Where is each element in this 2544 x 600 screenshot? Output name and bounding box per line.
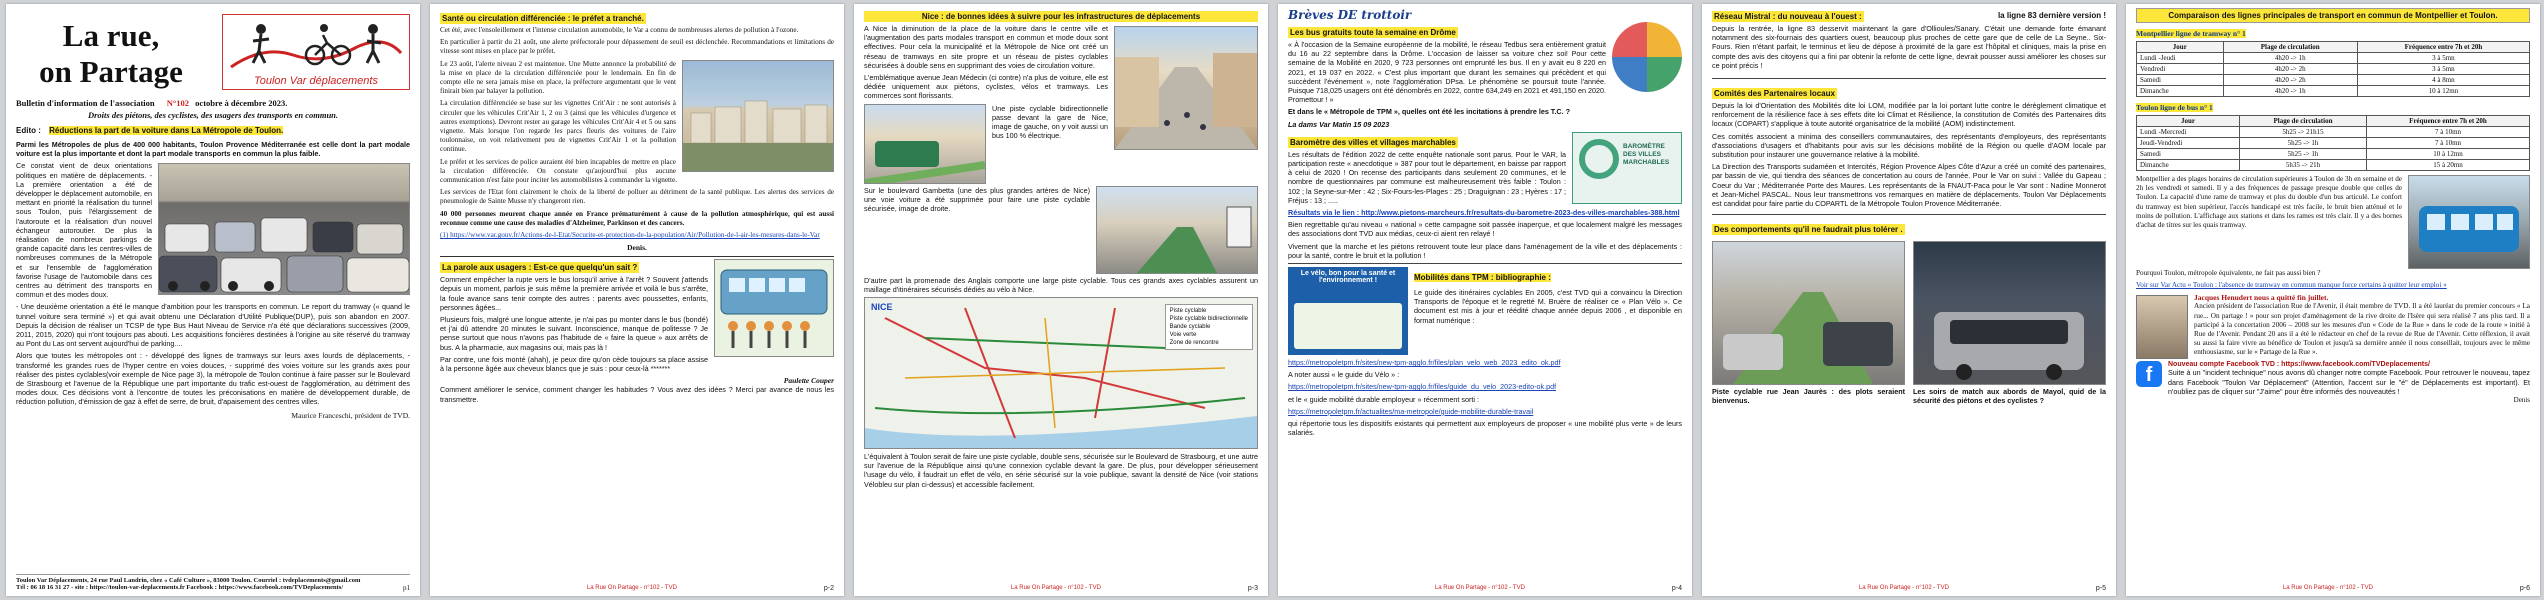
pollution-paragraph-7: 40 000 personnes meurent chaque année en France prématurément à cause de la pollution atmosphérique, qui est aussi reconnue comme une cause des maladies d'Alzheimer, Parkinson et des cancers. <box>440 209 834 227</box>
montpellier-table-title: Montpellier ligne de tramway n° 1 <box>2136 29 2246 38</box>
issue-line <box>16 98 410 108</box>
cell: 5h35 -> 21h <box>2239 160 2366 171</box>
newsletter-title-line2: on Partage <box>39 54 183 89</box>
cell: Lundi -Jeudi <box>2137 53 2224 64</box>
toulon-table-title: Toulon ligne de bus n° 1 <box>2136 103 2213 112</box>
page-number: p-4 <box>1671 585 1682 592</box>
cell: 3 à 5mn <box>2357 53 2529 64</box>
nice-paragraph-1: A Nice la diminution de la place de la voiture dans le centre ville et l'augmentation des parts modales transport en commun et mode doux sont effectives. Pour cela la municipalité et la Métropole de Nice ont créé un réseau de tramways en site propre et un réseau de pistes cyclables sécurisées à double sens en supprimant des voies de circulation voiture. <box>864 24 1108 70</box>
cell: 5h25 -> 1h <box>2239 149 2366 160</box>
cell: 3 à 5mn <box>2357 64 2529 75</box>
prefecture-link[interactable]: (1) https://www.var.gouv.fr/Actions-de-l-Etat/Securite-et-protection-de-la-population/Air/Pollution-de-l-air-les-mesures-dans-le-Var <box>440 231 820 240</box>
nice-station-bike-lane-photo <box>864 104 986 184</box>
obituary-paragraph: Ancien président de l'association Rue de l'Avenir, il était membre de TVD. Il a été lauréat du premier concours « La rue... On partage ! » pour son projet d'aménagement de la rive droite de l'Isère qui sera réalisé 7 ans plus tard. Il a participé à la concertation 2006 – 2008 sur les mesures d'un « Code de la Rue » dans le code de la route » initié à Rue de l'Avenir. Pendant 20 ans il a été le rédacteur en chef de la revue de Rue de l'Avenir. Cette réflexion, il avait su aussi la faire vivre au bénéfice de Toulon et jusqu'à sa dernière année il nous conseillait, toujours avec le même enthousiasme, sur le « Partage de la Rue ». <box>2194 302 2530 357</box>
article-heading-barometre: Baromètre des villes et villages marchables <box>1290 137 1456 147</box>
footer-text: La Rue On Partage - n°102 - TVD <box>586 585 677 591</box>
biblio-paragraph-1: Le guide des itinéraires cyclables En 2005, c'est TVD qui a convaincu la Direction Transports de l'époque et le regretté M. Bruère de réaliser ce « Plan Vélo ». Ce document est mis à jour et réédité chaque année depuis 2006 , et disponible en format numérique : <box>1414 288 1682 325</box>
cell: 5h25 -> 21h15 <box>2239 127 2366 138</box>
montpellier-timetable <box>2136 41 2530 97</box>
map-title: NICE <box>871 302 893 313</box>
page-1 <box>6 4 420 596</box>
logo-drawing <box>223 15 409 75</box>
users-paragraph-3: Par contre, une fois monté (ahah), je peux dire qu'on cède toujours sa place assise à la personne âgée aux cheveux blancs que je suis : pour ceux-là ******* <box>440 354 708 374</box>
cell: 10 à 12mn <box>2357 86 2529 97</box>
cell: Lundi -Mercredi <box>2137 127 2240 138</box>
avenue-jean-medecin-photo <box>1114 26 1258 150</box>
facebook-paragraph: Suite à un "incident technique" nous avons dû changer notre compte Facebook. Pour retrouver le nouveau, tapez dans Facebook "Toulon Var Déplacement" (Attention, l'accent sur le "é" de Déplacements est important). Et n'oubliez pas de cliquer sur "J'aime" pour être informés des nouveautés ! <box>2168 368 2530 396</box>
page-2 <box>430 4 844 596</box>
jacques-portrait <box>2136 295 2188 359</box>
comparison-title: Comparaison des lignes principales de transport en commun de Montpellier et Toulon. <box>2136 8 2530 23</box>
gambetta-bike-lane-photo <box>1096 186 1258 274</box>
cell: 4h20 -> 2h <box>2223 64 2357 75</box>
column-header: Fréquence entre 7h et 20h <box>2357 42 2529 53</box>
biblio-paragraph-3: et le « guide mobilité durable employeur » récemment sorti : <box>1288 394 1479 404</box>
obituary-heading: Jacques Henudert nous a quitté fin juillet. <box>2194 293 2329 303</box>
drome-source: La dams Var Matin 15 09 2023 <box>1288 119 1390 129</box>
barometre-results-link[interactable]: Résultats via le lien : http://www.pietons-marcheurs.fr/resultats-du-barometre-2023-des-villes-marchables-388.html <box>1288 208 1680 218</box>
column-header: Plage de circulation <box>2223 42 2357 53</box>
photo-caption-1: Piste cyclable rue Jean Jaurès : des plots seraient bienvenus. <box>1712 387 1905 406</box>
pollution-paragraph-2: En particulier à partir du 21 août, une alerte préfectorale pour dépassement de seuil est déclenchée. Recommandations et limitations de vitesse sont mises en place par le préfet. <box>440 38 834 56</box>
barometre-logo <box>1572 132 1682 204</box>
cell: 10 à 12mn <box>2367 149 2530 160</box>
drome-question: Et dans le « Métropole de TPM », quelles ont été les incitations à prendre les T.C. ? <box>1288 107 1570 117</box>
table-row <box>2137 86 2530 97</box>
article-subheading-mistral: la ligne 83 dernière version ! <box>1997 11 2106 20</box>
edito-title: Réductions la part de la voiture dans La Métropole de Toulon. <box>49 126 284 135</box>
cell: Vendredi <box>2137 64 2224 75</box>
edito-heading <box>16 126 410 135</box>
users-paragraph-1: Comment empêcher la rupte vers le bus lorsqu'il arrive à l'arrêt ? Souvent j'attends depuis un moment, parfois je suis même la première arrivée et voilà le bus s'arrête, la foule avance sans tenir compte des autres : parents avec poussettes, enfants, personnes âgées... <box>440 275 708 312</box>
cell: Dimanche <box>2137 160 2240 171</box>
column-header: Fréquence entre 7h et 20h <box>2367 116 2530 127</box>
table-row <box>2137 127 2530 138</box>
nice-cycle-map <box>864 297 1258 449</box>
comites-paragraph-2: Ces comités associent a minima des conseillers communautaires, des représentants d'employeurs, des représentants d'associations d'usagers et d'habitants pour avis sur les décisions mobilité de la Région ou quelle d'AOM locale par substitution pour instaurer une gouvernance relative à la mobilité. <box>1712 131 2106 160</box>
page-4 <box>1278 4 1692 596</box>
table-row <box>2137 160 2530 171</box>
pollution-paragraph-3: Le 23 août, l'alerte niveau 2 est maintenue. Une Mutte annonce la probabilité de la mise en place de la circulation différenciée pour le lendemain. En fin de compte elle ne sera jamais mise en place, la préfecture argumentant que le vent finirait bien par balayer la pollution. <box>440 59 676 96</box>
page-number: p-3 <box>1247 585 1258 592</box>
article-heading-mistral: Réseau Mistral : du nouveau à l'ouest : <box>1714 12 1862 21</box>
issue-subtitle: Droits des piétons, des cyclistes, des usagers des transports en commun. <box>87 110 339 120</box>
footer-text: La Rue On Partage - n°102 - TVD <box>1010 585 1101 591</box>
legend-item: Bande cyclable <box>1169 324 1211 331</box>
association-logo <box>222 14 410 90</box>
velo-guide-title: Le vélo, bon pour la santé et l'environnement ! <box>1300 270 1396 285</box>
mistral-paragraph: Depuis la rentrée, la ligne 83 desservit maintenant la gare d'Ollioules/Sanary. C'était une demande forte émanant notamment des six-fournais des quartiers ouest, beaucoup plus proches de cette gare que de celle de La Seyne.. Six-Fours. Rien n'étant parfait, le terminus et lieu de dépose à proximité de la gare est l'hôpital et cliniques, mais la prise en compte des avis des citoyens qui a fini par obtenir la refonte de cette ligne, devrait pousser aussi améliorer les choses sur ce point précis ! <box>1712 24 2106 70</box>
bus-queue-illustration <box>714 259 834 357</box>
cell: Dimanche <box>2137 86 2224 97</box>
drome-paragraph: « À l'occasion de la Semaine européenne de la mobilité, le réseau Tedbus sera entièrement gratuit du 16 au 22 septembre dans la Drôme. L'occasion de laisser sa voiture chez soi! Pour cette semaine de la Mobilité en 2020, 9 723 personnes ont emprunté les bus. Il en y avait eu 8 220 en 2021, et 19 037 en 2022. « C'est plus important que durant les semaines qui précèdent et qui succèdent l'événement », note l'agglomération DPsa. Le phénomène se poursuit toute l'année. Puisque 718,025 usagers ont été dénombrés en 2022, contre 634,249 en 2021 et 491,150 en 2020. Promettour ! » <box>1288 40 1606 105</box>
facebook-heading[interactable]: Nouveau compte Facebook TVD : https://www.facebook.com/TVDeplacements/ <box>2168 361 2430 369</box>
table-row <box>2137 149 2530 160</box>
nice-caption-1: Une piste cyclable bidirectionnelle passe devant la gare de Nice, image de gauche, on y voit aussi un bus 100 % électrique. <box>992 103 1108 141</box>
footer-text: La Rue On Partage - n°102 - TVD <box>2282 585 2373 591</box>
guide-velo-link[interactable]: https://metropoletpm.fr/sites/new-tpm-agglo.fr/files/guide_du_velo_2023-edito-ok.pdf <box>1288 382 1557 392</box>
bulletin-label: Bulletin d'information de l'association <box>16 98 155 108</box>
montpellier-tram-photo <box>2408 175 2530 269</box>
legend-item: Piste cyclable bidirectionnelle <box>1169 316 1248 323</box>
legend-item: Piste cyclable <box>1169 308 1207 315</box>
masthead <box>16 8 410 90</box>
article-heading-pollution: Santé ou circulation différenciée : le préfet a tranché. <box>442 14 644 23</box>
edito-paragraph-3: Alors que toutes les métropoles ont : - développé des lignes de tramways sur leurs axes lourds de déplacements, - transformé les grandes rues de l'hyper centre en voies douces, - supprimé des voies voiture sur les grands axes pour réaliser des pistes cyclables(voir exemple de Nice page 3), la métropole de Toulon continue à faire passer sur le Boulevard de Strasbourg et l'avenue de la République une part importante du trafic est-ouest de l'agglomération, au détriment des modes doux. Ces décisions vont à l'encontre de toutes les préconisations en matière de développement durable, de réduction pollution, d'émission de gaz à effet de serre, de bruit, d'apaisement des centres villes. <box>16 351 410 407</box>
cell: 7 à 10mn <box>2367 138 2530 149</box>
footer-address: Toulon Var Déplacements, 24 rue Paul Landrin, chez « Café Culture », 83000 Toulon. Courriel : tvdeplacements@gmail.com <box>16 577 361 584</box>
users-paragraph-4: Comment améliorer le service, comment changer les habitudes ? Vous avez des idées ? Merci par avance de nous les transmettre. <box>440 385 834 404</box>
barometre-paragraph-3: Vivement que la marche et les piétons retrouvent toute leur place dans l'aménagement de la ville et des déplacements : pour la santé, contre le bruit et la pollution ! <box>1288 241 1682 260</box>
facebook-icon: f <box>2136 361 2162 387</box>
plan-velo-link[interactable]: https://metropoletpm.fr/sites/new-tpm-agglo.fr/files/plan_velo_web_2023_edito_ok.pdf <box>1288 358 1561 368</box>
traffic-jam-photo <box>158 163 410 295</box>
page-number: p-5 <box>2095 585 2106 592</box>
section-header-breves: Brèves DE trottoir <box>1288 8 1412 22</box>
toulon-city-photo <box>682 60 834 172</box>
page-number: p1 <box>403 584 410 592</box>
footer-text: La Rue On Partage - n°102 - TVD <box>1434 585 1525 591</box>
cell: Jeudi-Vendredi <box>2137 138 2240 149</box>
velo-guide-cover <box>1288 267 1408 355</box>
column-header: Plage de circulation <box>2239 116 2366 127</box>
edito-label: Edito : <box>16 126 41 135</box>
nice-caption-2: Sur le boulevard Gambetta (une des plus grandes artères de Nice) une voie voiture a été supprimée pour faire une piste cyclable sécurisée, image de droite. <box>864 185 1090 214</box>
table-row <box>2137 75 2530 86</box>
nice-paragraph-3: D'autre part la promenade des Anglais comporte une large piste cyclable. Tous ces grands axes cyclables assurent un maillage d'itinéraires sécurisés dédiés au vélo à Nice. <box>864 275 1258 294</box>
barometre-paragraph-1: Les résultats de l'édition 2022 de cette enquête nationale sont parus. Pour le VAR, la participation reste « anecdotique » 387 pour tout le département, en baisse par rapport à celui de 2020 ! On recense des participants dans seulement 20 communes, et le nombre de questionnaires par commune est malheureusement très faible : Toulon : 102 ; la Seyne-sur-Mer : 42 ; Six-Fours-les-Plages : 25 ; Draguignan : 23 ; Hyères : 17 ; Fréjus : 13 ; ..... <box>1288 149 1566 205</box>
page-number: p-2 <box>823 585 834 592</box>
table-row <box>2137 53 2530 64</box>
cell: 4h20 -> 2h <box>2223 75 2357 86</box>
article-heading-drome: Les bus gratuits toute la semaine en Drôme <box>1290 28 1456 37</box>
nice-paragraph-2: L'emblématique avenue Jean Médecin (ci contre) n'a plus de voiture, elle est dédiée uniquement aux piétons, cyclistes, vélos et tramways. Les commerces sont florissants. <box>864 73 1108 101</box>
barometre-paragraph-2: Bien regrettable qu'au niveau « national » cette campagne soit passée inaperçue, et que localement malgré les messages des associations dont TVD aux médias, ceux-ci aient ren relayé ! <box>1288 220 1682 239</box>
map-legend <box>1165 304 1253 350</box>
issue-number: N°102 <box>166 98 190 108</box>
nice-paragraph-4: L'équivalent à Toulon serait de faire une piste cyclable, double sens, sécurisée sur le Boulevard de Strasbourg, et une autre sur l'avenue de la République ainsi qu'une connexion cyclable devant la gare. De plus, pour développer sérieusement l'usage du vélo, il faudrait un effet de vélo, en série sécurisé sur la voie publique, savant la densité de Nice (voir stations Vélobleu sur plan ci-dessus) et accessible facilement. <box>864 452 1258 489</box>
cell: 5h25 -> 1h <box>2239 138 2366 149</box>
page-3 <box>854 4 1268 596</box>
comparison-paragraph: Montpellier a des plages horaires de circulation supérieures à Toulon de 3h en semaine et de 2h les vendredi et samedi. Il y a des fréquences de passage presque double que celles de Toulon. La capacité d'une rame de tramway et plus du double d'un bus articulé. Le confort du tramway est bien supérieur, l'accès handicapé est très facile, le bruit bien atténué et le moins de pollution. L'affichage aux stations et dans les rames est très clair. Il y a des bornes d'achat de titres sur les quais tramway. <box>2136 175 2402 230</box>
page-5 <box>1702 4 2116 596</box>
pollution-paragraph-5: Le préfet et les services de police auraient été bien incapables de mettre en place la circulation différenciée. On constate qu'aujourd'hui plus aucune communication n'est faite pour inciter les automobilistes à commander la vignette. <box>440 157 678 185</box>
pollution-paragraph-6: Les services de l'Etat font clairement le choix de la liberté de polluer au détriment de la santé publique. Les alertes des services de pneumologie de Sainte Musse n'y changeront rien. <box>440 188 834 206</box>
article-heading-biblio: Mobilités dans TPM : bibliographie : <box>1414 273 1551 283</box>
barometre-logo-title: BAROMÈTRE DES VILLES MARCHABLES <box>1623 142 1670 166</box>
cell: Samedi <box>2137 75 2224 86</box>
table-row <box>2137 138 2530 149</box>
guide-employeur-link[interactable]: https://metropoletpm.fr/actualites/ma-metropole/guide-mobilite-durable-travail <box>1288 406 1534 416</box>
facebook-signature: Denis <box>2513 396 2530 405</box>
comites-paragraph-1: Depuis la loi d'Orientation des Mobilités dite loi LOM, modifiée par la loi portant lutte contre le dérèglement climatique et renforcement de la résilience face à ses effets dite loi Climat et Résilience, la constitution de Comités des Partenaires dits locaux (COPART) s'applique à toute autorité organisatrice de la mobilité (AOM) indistinctement. <box>1712 101 2106 129</box>
legend-item: Zone de rencontre <box>1169 340 1219 347</box>
toulon-timetable <box>2136 115 2530 171</box>
users-signature: Paulette Couper <box>783 376 834 386</box>
mayol-parking-photo <box>1913 241 2106 385</box>
comparison-question: Pourquoi Toulon, métropole équivalente, ne fait pas aussi bien ? <box>2136 269 2321 277</box>
users-paragraph-2: Plusieurs fois, malgré une longue attente, je n'ai pas pu monter dans le bus (bondé) et j'ai dû attendre 20 minutes le suivant. Inconscience, manque de politesse ? Je pense surtout que nous n'avons pas l'habitude de « faire la queue » aux arrêts de bus. A la pharmacie, aux magasins oui, mais pas là ! <box>440 315 708 352</box>
cell: 15 à 20mn <box>2367 160 2530 171</box>
cell: 4 à 8mn <box>2357 75 2529 86</box>
newsletter-title-line1: La rue, <box>62 18 160 53</box>
comites-paragraph-3: La Direction des Transports sudaméen et Intercités, Région Provence Alpes Côte d'Azur a créé un comité des partenaires, par bassin de vie, qui tiendra des séances de concertation au cours de l'année. Pour le Var on suivi : Vallée du Gapeau ; Coeur du Var ; Méditerranée Porte des Maures. Les représentants de la FNAUT-Paca pour le Var sont : Nadine Monnerot et Jean-Michel PASCAL. Nous leur transmettrons vos remarques en matière de déplacements. Toulon Var Déplacements est candidat pour faire partie du COPARTL de la Métropole Toulon Provence Méditerranée. <box>1712 162 2106 209</box>
edito-paragraph-1: Ce constat vient de deux orientations politiques en matière de déplacements. - La première orientation a été de développer le déplacement automobile, en mettant en priorité la réalisation du tunnel sous Toulon, puis l'élargissement de l'autoroute et la réalisation d'un nouvel échangeur autoroutier. De plus la réalisation de nombreux parkings de grande capacité dans les centres-villes de nombreuses communes de la Métropole et sur l'ensemble de l'agglomération favorise l'usage de l'automobile dans ces centres au détriment des transports en commun et des modes doux. <box>16 161 152 300</box>
article-heading-comites: Comités des Partenaires locaux <box>1714 89 1835 99</box>
issue-date: octobre à décembre 2023. <box>195 98 288 108</box>
page-6 <box>2126 4 2540 596</box>
footer-contact[interactable]: Tél : 06 18 16 31 27 - site : https://toulon-var-deplacements.fr Facebook : https://www.facebook.com/TVDeplacements/ <box>16 584 344 591</box>
var-actu-link[interactable]: Voir sur Var Actu « Toulon : l'absence de tramway en commun manque force certains à quitter leur emploi » <box>2136 281 2447 290</box>
edito-signature: Maurice Franceschi, président de TVD. <box>291 410 410 420</box>
article-heading-nice: Nice : de bonnes idées à suivre pour les infrastructures de déplacements <box>864 11 1258 22</box>
photo-caption-2: Les soirs de match aux abords de Mayol, quid de la sécurité des piétons et des cyclistes ? <box>1913 387 2106 406</box>
pollution-paragraph-4: La circulation différenciée se base sur les vignettes Crit'Air : ne sont autorisés à circuler que les véhicules Crit'Air 1, 2 ou 3 (ainsi que les véhicules d'urgence et autres exemptions). Devront rester au garage les véhicules Crit'Air 4 et 5 ou sans vignette. Mais lorsque l'on regarde les parcs fleuris des voitures de l'aire toulonnaise, on voit relativement peu de vignettes Crit'Air 1 et la pollution continue. <box>440 99 676 154</box>
cell: 7 à 10mn <box>2367 127 2530 138</box>
page-number: p-6 <box>2519 585 2530 592</box>
legend-item: Voie verte <box>1169 332 1197 339</box>
article-heading-users: La parole aux usagers : Est-ce que quelqu'un sait ? <box>442 263 638 273</box>
pollution-paragraph-1: Cet été, avec l'ensoleillement et l'intense circulation automobile, le Var a connu de nombreuses alertes de pollution à l'ozone. <box>440 26 799 34</box>
footer-text: La Rue On Partage - n°102 - TVD <box>1858 585 1949 591</box>
cell: 4h20 -> 1h <box>2223 53 2357 64</box>
article-signature: Denis. <box>627 243 647 253</box>
jean-jaures-bike-lane-photo <box>1712 241 1905 385</box>
mobility-week-logo <box>1612 22 1682 92</box>
cell: 4h20 -> 1h <box>2223 86 2357 97</box>
table-row <box>2137 64 2530 75</box>
logo-caption: Toulon Var déplacements <box>254 75 378 87</box>
biblio-paragraph-2: A noter aussi « le guide du Vélo » : <box>1288 370 1400 380</box>
article-heading-comportements: Des comportements qu'il ne faudrait plus tolérer . <box>1714 225 1903 235</box>
column-header: Jour <box>2137 42 2224 53</box>
biblio-paragraph-4: qui répertorie tous les dispositifs existants qui permettent aux employeurs de proposer « une mobilité plus verte » de leurs salariés. <box>1288 419 1682 438</box>
cell: Samedi <box>2137 149 2240 160</box>
column-header: Jour <box>2137 116 2240 127</box>
edito-paragraph-2: - Une deuxième orientation a été le manque d'ambition pour les transports en commun. Le report du tramway (« quand le tunnel voiture sera terminé ») et qui avait obtenu une Déclaration d'Utilité Publique(DUP), puis son abandon en 2007. Depuis la décision de réaliser un TCSP de type Bus Haut Niveau de Service n'a été que déclarations successives (2009, 2011, 2015, 2020) qui n'ont toujours pas abouti. Les acquisitions foncières destinées à l'origine au site réservé du tramway au Pont du Las ont servent aujourd'hui de parking.... <box>16 302 410 349</box>
edito-lead: Parmi les Métropoles de plus de 400 000 habitants, Toulon Provence Méditerranée est celle dont la part modale voiture est la plus importante et dont la part modale transports en commun la plus faible. <box>16 140 410 159</box>
